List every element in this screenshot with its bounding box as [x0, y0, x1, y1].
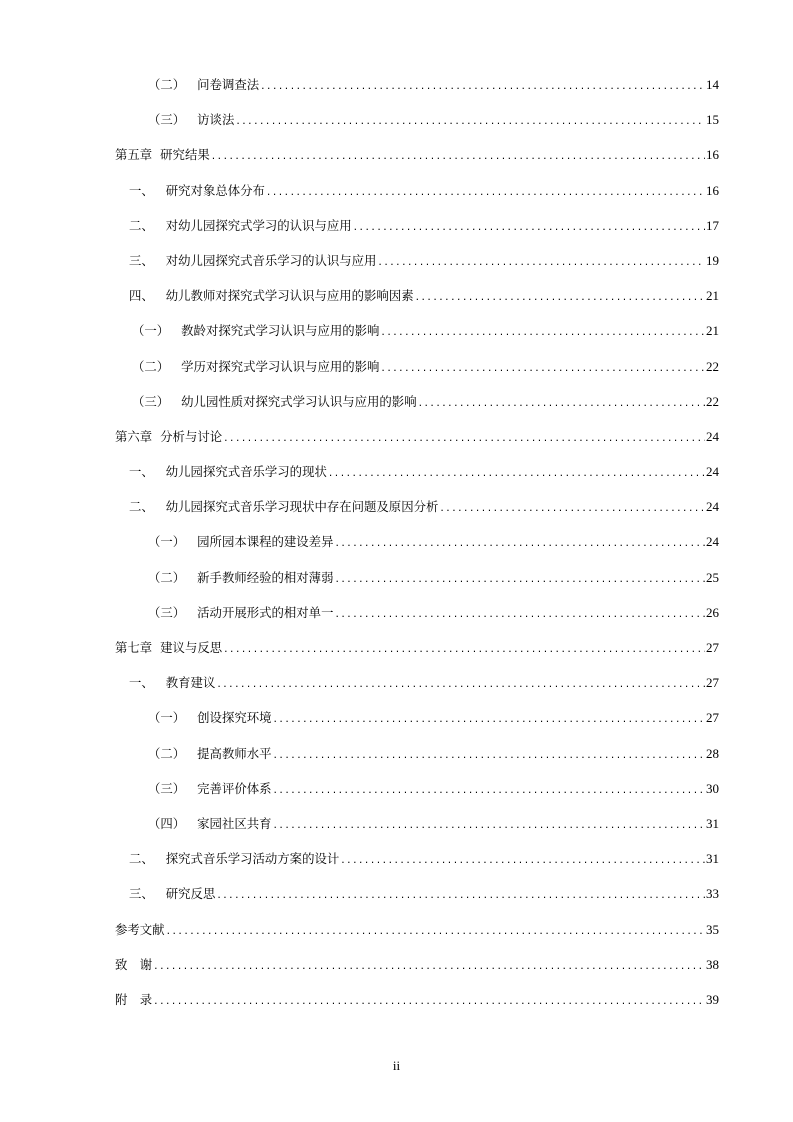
toc-entry-label	[115, 142, 210, 168]
toc-entry-page: 31	[706, 851, 719, 867]
toc-entry-title: 创设探究环境	[197, 710, 272, 726]
dot-leader	[273, 707, 705, 733]
dot-leader	[153, 954, 705, 980]
toc-entry-page: 27	[706, 640, 719, 655]
toc-entry-title: 园所园本课程的建设差异	[197, 534, 334, 550]
toc-entry-title: 完善评价体系	[197, 780, 272, 796]
toc-entry-title: 幼儿园探究式音乐学习现状中存在问题及原因分析	[165, 499, 439, 515]
toc-entry-label	[132, 354, 379, 380]
toc-entry-label	[115, 987, 152, 1013]
dot-leader	[353, 215, 705, 241]
toc-entry[interactable]	[115, 248, 719, 283]
dot-leader	[273, 778, 705, 804]
toc-entry[interactable]	[115, 846, 719, 881]
dot-leader	[415, 285, 705, 311]
dot-leader	[153, 989, 705, 1015]
toc-entry-title: 研究对象总体分布	[165, 182, 265, 198]
toc-entry-label	[148, 565, 333, 591]
dot-leader	[211, 144, 705, 170]
toc-entry-number: 四、	[129, 288, 154, 304]
toc-entry[interactable]	[115, 565, 719, 600]
dot-leader	[273, 743, 705, 769]
toc-entry-label	[129, 178, 265, 204]
toc-entry-page: 24	[706, 534, 719, 550]
toc-entry-number: （一）	[148, 534, 186, 550]
toc-entry-number: （三）	[132, 393, 170, 409]
toc-entry-number: 二、	[129, 499, 154, 515]
toc-entry-label	[148, 705, 272, 731]
toc-entry-title: 探究式音乐学习活动方案的设计	[165, 851, 340, 867]
toc-entry-title: 教龄对探究式学习认识与应用的影响	[181, 323, 380, 339]
dot-leader	[418, 391, 705, 417]
toc-entry[interactable]	[115, 424, 719, 459]
toc-entry-page: 21	[706, 288, 719, 304]
toc-entry-number: 三、	[129, 252, 154, 268]
toc-entry-page: 35	[706, 921, 719, 937]
toc-entry-label	[115, 952, 152, 978]
dot-leader	[380, 356, 705, 382]
toc-entry-number: （一）	[132, 323, 170, 339]
toc-entry-page: 27	[706, 675, 719, 691]
toc-entry-page: 38	[706, 956, 719, 972]
toc-entry-number: 一、	[129, 182, 154, 198]
toc-entry-number: （二）	[148, 569, 186, 585]
toc-entry-title: 新手教师经验的相对薄弱	[197, 569, 334, 585]
toc-entry-label	[129, 213, 352, 239]
toc-entry-number: 一、	[129, 464, 154, 480]
toc-entry-label	[129, 283, 414, 309]
toc-entry[interactable]	[115, 283, 719, 318]
toc-entry-number: （二）	[148, 77, 186, 92]
dot-leader	[439, 496, 705, 522]
toc-entry-number: （三）	[148, 604, 186, 620]
toc-entry-page: 25	[706, 569, 719, 585]
toc-entry-page: 14	[706, 77, 719, 92]
toc-entry-label	[129, 881, 215, 907]
toc-entry[interactable]	[115, 142, 719, 177]
toc-entry-number: （一）	[148, 710, 186, 726]
toc-entry-label	[148, 741, 272, 767]
toc-entry-label	[148, 107, 234, 133]
toc-entry-page: 17	[706, 217, 719, 233]
toc-entry-title: 附 录	[115, 991, 153, 1007]
toc-entry-title: 学历对探究式学习认识与应用的影响	[181, 358, 380, 374]
toc-entry-page: 24	[706, 464, 719, 480]
toc-entry-number: 第七章	[115, 640, 153, 655]
toc-entry-page: 21	[706, 323, 719, 339]
toc-entry-number: 二、	[129, 217, 154, 233]
toc-entry[interactable]	[115, 178, 719, 213]
toc-entry[interactable]	[115, 318, 719, 353]
toc-entry-title: 幼儿园探究式音乐学习的现状	[165, 464, 327, 480]
dot-leader	[223, 426, 705, 452]
page-number: ii	[392, 1058, 401, 1073]
toc-entry[interactable]	[115, 529, 719, 564]
toc-entry-page: 22	[706, 358, 719, 374]
toc-entry-label	[129, 459, 327, 485]
toc-entry-title: 对幼儿园探究式音乐学习的认识与应用	[165, 252, 377, 268]
toc-entry-number: 三、	[129, 886, 154, 902]
toc-entry-title: 对幼儿园探究式学习的认识与应用	[165, 217, 352, 233]
toc-entry[interactable]	[115, 670, 719, 705]
toc-entry-page: 31	[706, 815, 719, 831]
dot-leader	[334, 531, 705, 557]
toc-entry-label	[148, 600, 333, 626]
toc-entry[interactable]	[115, 72, 719, 107]
toc-entry-label	[129, 670, 215, 696]
toc-entry-title: 幼儿园性质对探究式学习认识与应用的影响	[181, 393, 417, 409]
toc-entry[interactable]	[115, 811, 719, 846]
dot-leader	[377, 250, 705, 276]
toc-entry-title: 分析与讨论	[160, 428, 223, 444]
dot-leader	[216, 672, 705, 698]
toc-entry-title: 研究结果	[160, 147, 210, 163]
toc-entry[interactable]	[115, 213, 719, 248]
dot-leader	[328, 461, 705, 487]
toc-entry-page: 16	[706, 182, 719, 198]
toc-entry-number: 二、	[129, 851, 154, 867]
toc-entry-number: （三）	[148, 780, 186, 796]
toc-entry-label	[148, 776, 272, 802]
toc-entry-label	[132, 318, 379, 344]
toc-entry-page: 26	[706, 604, 719, 620]
toc-entry-label	[148, 529, 333, 555]
toc-entry-title: 活动开展形式的相对单一	[197, 604, 334, 620]
toc-entry[interactable]	[115, 741, 719, 776]
toc-entry-number: （二）	[132, 358, 170, 374]
dot-leader	[334, 567, 705, 593]
dot-leader	[216, 883, 705, 909]
toc-entry[interactable]	[115, 635, 719, 670]
toc-entry-page: 39	[706, 991, 719, 1007]
dot-leader	[334, 602, 705, 628]
toc-entry-page: 24	[706, 428, 719, 444]
toc-entry[interactable]	[115, 881, 719, 916]
toc-entry-page: 30	[706, 780, 719, 796]
toc-entry-page: 28	[706, 745, 719, 761]
toc-entry[interactable]	[115, 107, 719, 142]
toc-entry-page: 15	[706, 112, 719, 128]
toc-entry-label	[129, 846, 339, 872]
toc-entry[interactable]	[115, 494, 719, 529]
dot-leader	[166, 919, 705, 945]
toc-entry-title: 提高教师水平	[197, 745, 272, 761]
toc-entry[interactable]	[115, 987, 719, 1022]
toc-entry-title: 研究反思	[165, 886, 216, 902]
toc-entry-label	[148, 72, 259, 98]
dot-leader	[235, 109, 705, 135]
toc-entry-title: 致 谢	[115, 956, 153, 972]
toc-entry-title: 建议与反思	[160, 640, 223, 655]
toc-entry-page: 19	[706, 252, 719, 268]
toc-entry-title: 问卷调查法	[197, 77, 260, 92]
dot-leader	[340, 848, 705, 874]
toc-entry-label	[115, 424, 222, 450]
dot-leader	[273, 813, 705, 839]
toc-entry-number: 第六章	[115, 428, 153, 444]
toc-entry[interactable]	[115, 952, 719, 987]
toc-entry-page: 16	[706, 147, 719, 163]
toc-entry-title: 幼儿教师对探究式学习认识与应用的影响因素	[165, 288, 414, 304]
toc-entry[interactable]	[115, 459, 719, 494]
dot-leader	[380, 320, 705, 346]
toc-entry[interactable]	[115, 705, 719, 740]
toc-entry[interactable]	[115, 389, 719, 424]
toc-entry-title: 教育建议	[165, 675, 216, 691]
toc-entry-title: 访谈法	[197, 112, 235, 128]
dot-leader	[260, 74, 705, 100]
toc-entry[interactable]	[115, 354, 719, 389]
toc-entry[interactable]	[115, 600, 719, 635]
toc-entry-title: 家园社区共育	[197, 815, 272, 831]
toc-entry[interactable]	[115, 917, 719, 952]
toc-entry-page: 22	[706, 393, 719, 409]
toc-entry-label	[129, 248, 376, 274]
dot-leader	[266, 180, 705, 206]
toc-entry-number: （三）	[148, 112, 186, 128]
table-of-contents	[115, 72, 719, 1022]
toc-entry-number: 第五章	[115, 147, 153, 163]
dot-leader	[223, 637, 705, 663]
toc-entry-number: （四）	[148, 815, 186, 831]
toc-entry-number: （二）	[148, 745, 186, 761]
toc-entry-label	[132, 389, 417, 415]
toc-entry[interactable]	[115, 776, 719, 811]
toc-entry-label	[148, 811, 272, 837]
toc-entry-page: 33	[706, 886, 719, 902]
toc-entry-number: 一、	[129, 675, 154, 691]
toc-entry-label	[115, 635, 222, 661]
toc-entry-label	[115, 917, 165, 943]
toc-entry-title: 参考文献	[115, 921, 165, 937]
toc-entry-label	[129, 494, 438, 520]
toc-entry-page: 27	[706, 710, 719, 726]
toc-entry-page: 24	[706, 499, 719, 515]
